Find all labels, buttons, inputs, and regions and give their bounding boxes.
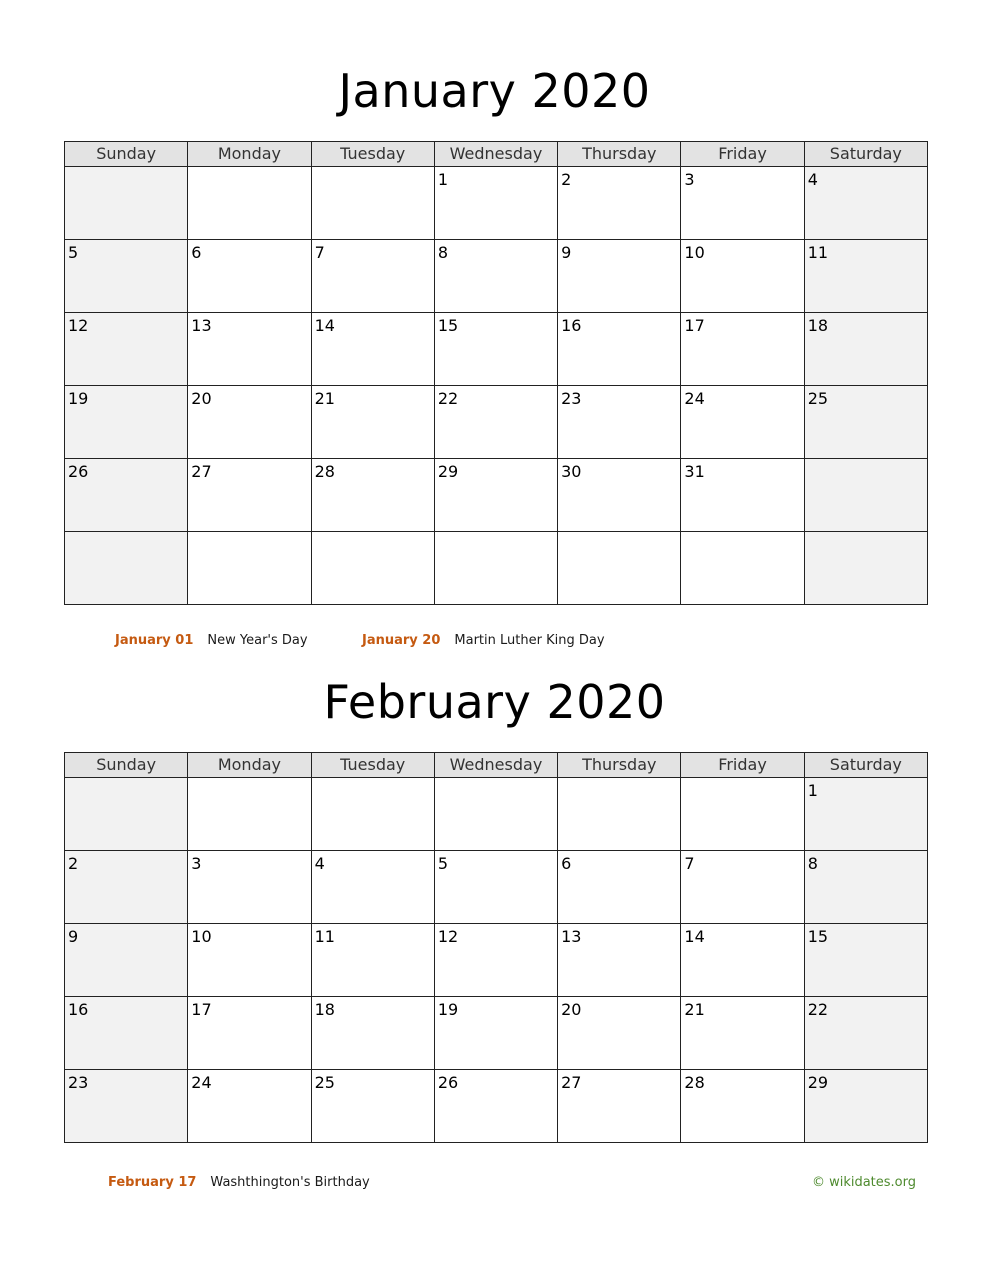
week-row	[65, 924, 928, 997]
weekday-header-thursday: Thursday	[558, 753, 681, 778]
day-cell	[681, 386, 804, 459]
day-cell	[311, 313, 434, 386]
day-cell	[804, 167, 927, 240]
day-cell	[434, 167, 557, 240]
weekday-header-friday: Friday	[681, 753, 804, 778]
holiday-entry	[108, 1174, 370, 1192]
holiday-name: New Year's Day	[207, 633, 308, 648]
holiday-date: January 01	[115, 633, 194, 648]
day-number	[558, 532, 680, 535]
day-cell	[188, 924, 311, 997]
day-number: 21	[314, 389, 335, 408]
day-number: 14	[684, 927, 705, 946]
day-cell	[434, 778, 557, 851]
day-number: 8	[807, 854, 818, 873]
day-number	[312, 532, 434, 535]
day-number: 18	[314, 1000, 335, 1019]
day-number: 20	[191, 389, 212, 408]
day-cell	[804, 997, 927, 1070]
day-cell	[681, 167, 804, 240]
day-number: 18	[807, 316, 829, 335]
holiday-date: February 17	[108, 1175, 197, 1190]
day-cell	[65, 778, 188, 851]
weekday-header-monday: Monday	[188, 753, 311, 778]
week-row	[65, 386, 928, 459]
day-number: 6	[561, 854, 572, 873]
day-cell	[804, 459, 927, 532]
day-number: 16	[561, 316, 582, 335]
day-cell	[681, 851, 804, 924]
day-cell	[434, 924, 557, 997]
day-number	[435, 778, 557, 781]
day-number: 13	[191, 316, 212, 335]
day-number	[805, 459, 927, 462]
day-cell	[804, 851, 927, 924]
day-number	[681, 778, 803, 781]
week-row	[65, 997, 928, 1070]
day-cell	[558, 997, 681, 1070]
day-cell	[558, 167, 681, 240]
day-number: 3	[684, 170, 695, 189]
day-number: 12	[68, 316, 89, 335]
day-cell	[681, 1070, 804, 1143]
day-number: 7	[314, 243, 325, 262]
day-cell	[188, 167, 311, 240]
day-cell	[804, 386, 927, 459]
day-number: 31	[684, 462, 705, 481]
day-number: 17	[684, 316, 705, 335]
day-cell	[804, 313, 927, 386]
day-cell	[65, 924, 188, 997]
weekday-header-tuesday: Tuesday	[311, 142, 434, 167]
day-number: 29	[437, 462, 459, 481]
day-number: 10	[684, 243, 705, 262]
day-number: 29	[807, 1073, 829, 1092]
weekday-header-sunday: Sunday	[65, 753, 188, 778]
day-cell	[434, 997, 557, 1070]
day-number	[435, 532, 557, 535]
day-number: 25	[314, 1073, 335, 1092]
day-cell	[804, 240, 927, 313]
day-cell	[188, 240, 311, 313]
day-cell	[65, 459, 188, 532]
day-cell	[65, 167, 188, 240]
day-cell	[65, 1070, 188, 1143]
day-cell	[188, 386, 311, 459]
day-number	[188, 532, 310, 535]
day-cell	[188, 997, 311, 1070]
holiday-entry	[362, 632, 605, 650]
day-number: 3	[191, 854, 202, 873]
day-number: 15	[437, 316, 459, 335]
day-cell	[311, 924, 434, 997]
day-cell	[65, 240, 188, 313]
day-cell	[311, 459, 434, 532]
weekday-header-row	[65, 142, 928, 167]
day-number	[188, 778, 310, 781]
weekday-header-wednesday: Wednesday	[434, 142, 557, 167]
day-cell	[65, 851, 188, 924]
day-number: 7	[684, 854, 695, 873]
day-number: 5	[437, 854, 449, 873]
day-cell	[804, 532, 927, 605]
day-cell	[558, 386, 681, 459]
week-row	[65, 778, 928, 851]
day-cell	[311, 1070, 434, 1143]
weekday-header-sunday: Sunday	[65, 142, 188, 167]
day-cell	[188, 313, 311, 386]
day-number: 21	[684, 1000, 705, 1019]
weekday-header-wednesday: Wednesday	[434, 753, 557, 778]
weekday-header-row	[65, 753, 928, 778]
day-number	[558, 778, 680, 781]
day-cell	[434, 532, 557, 605]
day-number: 1	[807, 781, 818, 800]
day-cell	[434, 313, 557, 386]
day-number: 4	[314, 854, 325, 873]
day-number: 11	[807, 243, 829, 262]
week-row	[65, 459, 928, 532]
month-title-february: February 2020	[323, 675, 666, 729]
day-number: 22	[437, 389, 459, 408]
day-cell	[558, 1070, 681, 1143]
week-row	[65, 240, 928, 313]
day-number: 28	[314, 462, 335, 481]
day-cell	[681, 532, 804, 605]
day-number	[681, 532, 803, 535]
day-cell	[65, 386, 188, 459]
weekday-header-saturday: Saturday	[804, 753, 927, 778]
day-cell	[188, 459, 311, 532]
wikidates-credit-link[interactable]: © wikidates.org	[811, 1175, 916, 1190]
day-cell	[434, 240, 557, 313]
day-number: 14	[314, 316, 335, 335]
day-number: 22	[807, 1000, 829, 1019]
day-number: 8	[437, 243, 449, 262]
day-number	[312, 167, 434, 170]
day-cell	[681, 313, 804, 386]
day-number: 13	[561, 927, 582, 946]
day-cell	[434, 459, 557, 532]
day-number: 24	[684, 389, 705, 408]
day-cell	[65, 997, 188, 1070]
day-cell	[65, 313, 188, 386]
day-cell	[434, 851, 557, 924]
day-number: 12	[437, 927, 459, 946]
week-row	[65, 532, 928, 605]
day-number: 19	[437, 1000, 459, 1019]
day-number: 10	[191, 927, 212, 946]
day-cell	[65, 532, 188, 605]
day-number: 9	[561, 243, 572, 262]
day-number: 19	[68, 389, 89, 408]
week-row	[65, 167, 928, 240]
day-cell	[558, 778, 681, 851]
day-number: 6	[191, 243, 202, 262]
weekday-header-saturday: Saturday	[804, 142, 927, 167]
calendar-grid-january	[64, 141, 928, 605]
day-number: 17	[191, 1000, 212, 1019]
day-number	[805, 532, 927, 535]
day-cell	[311, 532, 434, 605]
day-number: 2	[68, 854, 79, 873]
day-number: 23	[68, 1073, 89, 1092]
day-number: 5	[68, 243, 79, 262]
day-number	[312, 778, 434, 781]
month-title-january: January 2020	[338, 64, 651, 118]
day-cell	[804, 1070, 927, 1143]
day-cell	[558, 924, 681, 997]
day-number	[65, 532, 187, 535]
day-cell	[681, 459, 804, 532]
day-number: 24	[191, 1073, 212, 1092]
day-number: 27	[561, 1073, 582, 1092]
holiday-entry	[115, 632, 308, 650]
week-row	[65, 851, 928, 924]
day-cell	[558, 532, 681, 605]
day-cell	[311, 997, 434, 1070]
day-number	[188, 167, 310, 170]
day-number: 23	[561, 389, 582, 408]
day-cell	[558, 459, 681, 532]
day-cell	[188, 1070, 311, 1143]
day-cell	[558, 851, 681, 924]
day-cell	[311, 778, 434, 851]
day-number: 15	[807, 927, 829, 946]
week-row	[65, 313, 928, 386]
day-number: 30	[561, 462, 582, 481]
day-number: 26	[437, 1073, 459, 1092]
day-cell	[311, 240, 434, 313]
day-cell	[681, 778, 804, 851]
day-cell	[804, 778, 927, 851]
weekday-header-tuesday: Tuesday	[311, 753, 434, 778]
day-cell	[558, 240, 681, 313]
week-row	[65, 1070, 928, 1143]
day-cell	[681, 240, 804, 313]
weekday-header-monday: Monday	[188, 142, 311, 167]
day-number: 25	[807, 389, 829, 408]
holiday-date: January 20	[362, 633, 441, 648]
day-cell	[804, 924, 927, 997]
holiday-name: Washthington's Birthday	[210, 1175, 370, 1190]
day-cell	[188, 851, 311, 924]
calendar-grid-february	[64, 752, 928, 1143]
day-number: 4	[807, 170, 818, 189]
day-number: 2	[561, 170, 572, 189]
weekday-header-thursday: Thursday	[558, 142, 681, 167]
weekday-header-friday: Friday	[681, 142, 804, 167]
day-cell	[434, 386, 557, 459]
holiday-name: Martin Luther King Day	[454, 633, 605, 648]
day-number: 26	[68, 462, 89, 481]
day-cell	[681, 997, 804, 1070]
day-number	[65, 778, 187, 781]
day-cell	[434, 1070, 557, 1143]
day-number: 28	[684, 1073, 705, 1092]
day-number: 27	[191, 462, 212, 481]
day-number: 11	[314, 927, 335, 946]
day-cell	[188, 532, 311, 605]
day-number: 1	[437, 170, 449, 189]
day-cell	[681, 924, 804, 997]
day-cell	[188, 778, 311, 851]
day-number: 16	[68, 1000, 89, 1019]
day-number: 9	[68, 927, 79, 946]
day-number: 20	[561, 1000, 582, 1019]
day-cell	[311, 386, 434, 459]
day-number	[65, 167, 187, 170]
day-cell	[558, 313, 681, 386]
day-cell	[311, 851, 434, 924]
day-cell	[311, 167, 434, 240]
